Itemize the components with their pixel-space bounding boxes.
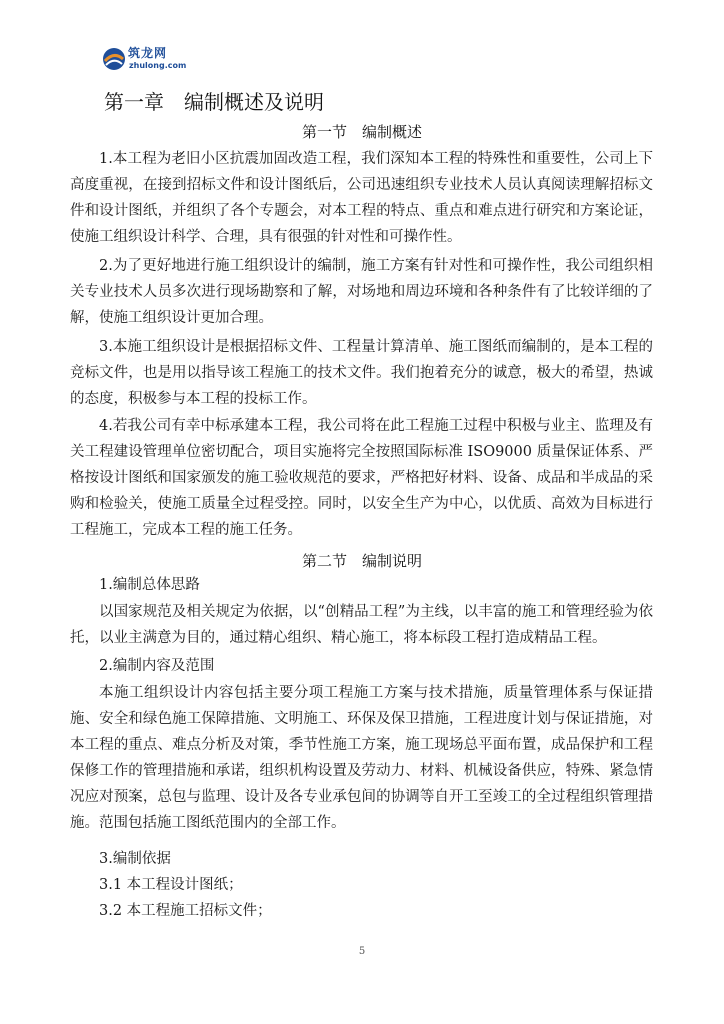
- zhulong-logo-icon: [101, 46, 127, 72]
- section-title-overview: 第一节 编制概述: [301, 123, 422, 141]
- overview-paragraph-1: 1.本工程为老旧小区抗震加固改造工程，我们深知本工程的特殊性和重要性，公司上下高度重视，在接到招标文件和设计图纸后，公司迅速组织专业技术人员认真阅读理解招标文件和设计图纸，并组织了各个专题会，对本工程的特点、重点和难点进行研究和方案论证，使施工组织设计科学、合理，具有很强的针对性和可操作性。: [70, 151, 653, 245]
- overview-paragraph-2: 2.为了更好地进行施工组织设计的编制，施工方案有针对性和可操作性，我公司组织相关专业技术人员多次进行现场勘察和了解，对场地和周边环境和各种条件有了比较详细的了解，使施工组织设计更加合理。: [70, 258, 653, 326]
- item-text-1: 以国家规范及相关规定为依据，以“创精品工程”为主线，以丰富的施工和管理经验为依托，以业主满意为目的，通过精心组织、精心施工，将本标段工程打造成精品工程。: [70, 604, 653, 646]
- subitem-3-1: 3.1 本工程设计图纸；: [99, 877, 243, 893]
- page-number: 5: [358, 946, 366, 957]
- zhulong-logo: [101, 44, 191, 76]
- item-heading-3: 3.编制依据: [99, 851, 171, 867]
- item-text-2: 本施工组织设计内容包括主要分项工程施工方案与技术措施，质量管理体系与保证措施、安全和绿色施工保障措施、文明施工、环保及保卫措施，工程进度计划与保证措施，对本工程的重点、难点分析及对策，季节性施工方案，施工现场总平面布置，成品保护和工程保修工作的管理措施和承诺，组织机构设置及劳动力、材料、机械设备供应，特殊、紧急情况应对预案，总包与监理、设计及各专业承包间的协调等自开工至竣工的全过程组织管理措施。范围包括施工图纸范围内的全部工作。: [70, 685, 653, 831]
- overview-paragraph-4: 4.若我公司有幸中标承建本工程，我公司将在此工程施工过程中积极与业主、监理及有关工程建设管理单位密切配合，项目实施将完全按照国际标准 ISO9000 质量保证体系、严格按设计图纸和国家颁发的施工验收规范的要求，严格把好材料、设备、成品和半成品的采购和检验关，使施工质量全过程受控。同时，以安全生产为中心，以优质、高效为目标进行工程施工，完成本工程的施工任务。: [70, 418, 653, 538]
- section-title-explanation: 第二节 编制说明: [301, 552, 422, 570]
- subitem-3-2: 3.2 本工程施工招标文件；: [99, 903, 272, 919]
- logo-name: 筑龙网: [128, 46, 168, 60]
- chapter-title: 第一章 编制概述及说明: [104, 90, 324, 114]
- item-heading-1: 1.编制总体思路: [99, 577, 200, 593]
- item-heading-2: 2.编制内容及范围: [99, 658, 215, 674]
- overview-paragraph-3: 3.本施工组织设计是根据招标文件、工程量计算清单、施工图纸而编制的，是本工程的竞标文件，也是用以指导该工程施工的技术文件。我们抱着充分的诚意，极大的希望，热诚的态度，积极参与本工程的投标工作。: [70, 339, 653, 407]
- logo-domain: zhulong.com: [129, 61, 187, 70]
